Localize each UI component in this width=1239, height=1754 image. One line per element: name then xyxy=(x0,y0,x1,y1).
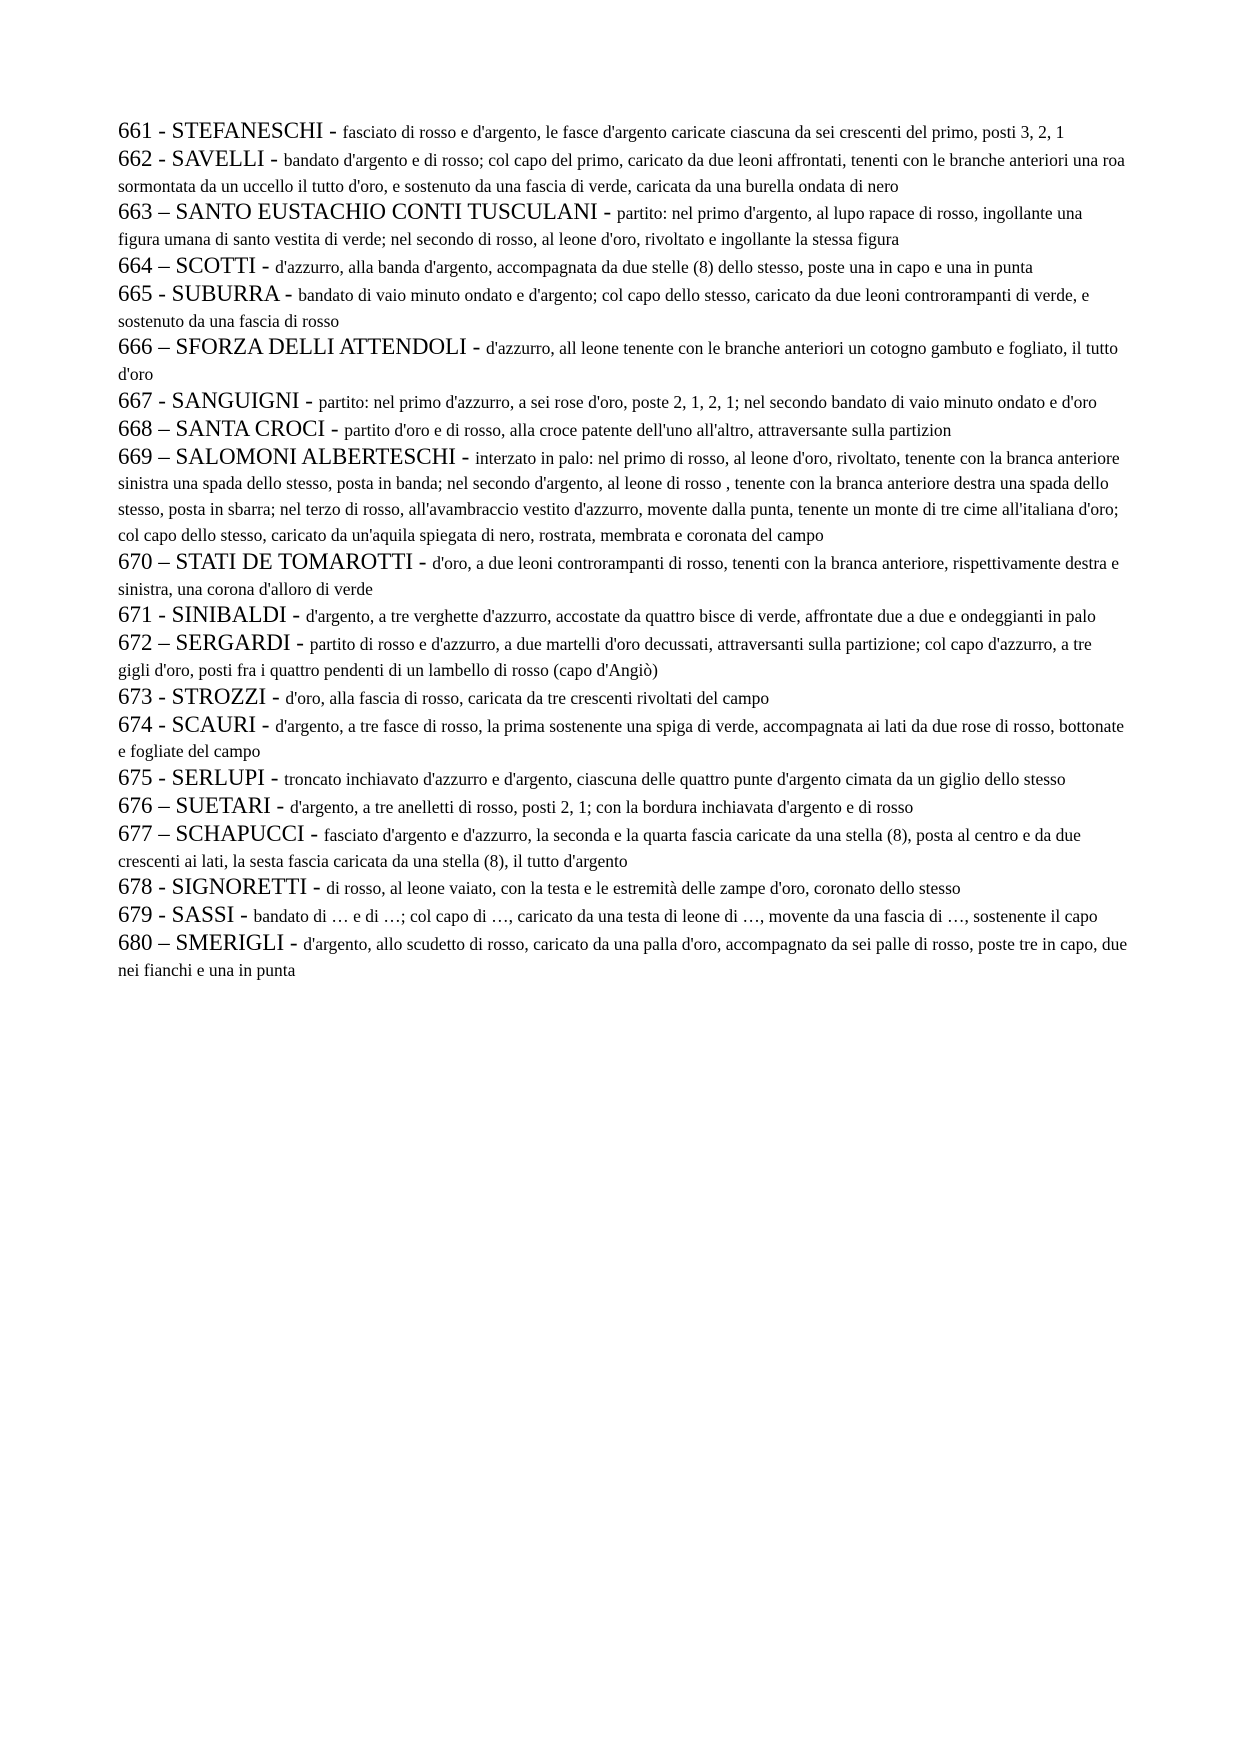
blazon-text: d'argento, a tre verghette d'azzurro, accostate da quattro bisce di verde, affrontate due a due e ondeggianti in palo xyxy=(305,606,1096,627)
blazon-text: bandato d'argento e di rosso; col capo del primo, caricato da due leoni affrontati, tenenti con le branche anteriori una roa sormontata da un uccello il tutto d'oro, e sostenuto da una fascia di verde, caricata da una burella ondata di nero xyxy=(118,149,1125,196)
list-item: 669 – SALOMONI ALBERTESCHI - interzato in palo: nel primo di rosso, al leone d'oro, rivoltato, tenente con la branca anteriore sinistra una spada dello stesso, posta in banda; nel secondo d'argento, al leone di rosso , tenente con la branca anteriore destra una spada dello stesso, posta in sbarra; nel terzo di rosso, all'avambraccio vestito d'azzurro, movente dalla punta, tenente un monte di tre cime all'italiana d'oro; col capo dello stesso, caricato da un'aquila spiegata di nero, rostrata, membrata e coronata del campo xyxy=(118,443,1120,545)
entry-separator: – xyxy=(152,199,176,225)
list-item: 673 - STROZZI - d'oro, alla fascia di rosso, caricata da tre crescenti rivoltati del campo xyxy=(118,683,770,709)
blazon-text: d'argento, a tre anelletti di rosso, posti 2, 1; con la bordura inchiavata d'argento e di rosso xyxy=(289,796,914,817)
blazon-text: bandato di vaio minuto ondato e d'argento; col capo dello stesso, caricato da due leoni controrampanti di verde, e sostenuto da una fascia di rosso xyxy=(118,284,1090,331)
entry-separator: – xyxy=(152,929,176,955)
family-name: SUBURRA xyxy=(171,280,280,306)
entry-separator: – xyxy=(152,548,176,574)
blazon-text: partito: nel primo d'argento, al lupo rapace di rosso, ingollante una figura umana di santo vestita di verde; nel secondo di rosso, al leone d'oro, rivoltato e ingollante la stessa figura xyxy=(118,203,1083,250)
blazon-text: partito: nel primo d'azzurro, a sei rose d'oro, poste 2, 1, 2, 1; nel secondo bandato di vaio minuto ondato e d'oro xyxy=(318,391,1097,412)
entry-number: 674 xyxy=(118,711,153,737)
family-name: SCOTTI xyxy=(175,252,256,278)
entry-separator: - xyxy=(152,145,172,171)
blazon-text: fasciato di rosso e d'argento, le fasce d'argento caricate ciascuna da sei crescenti del primo, posti 3, 2, 1 xyxy=(342,122,1065,142)
list-item: 678 - SIGNORETTI - di rosso, al leone vaiato, con la testa e le estremità delle zampe d'oro, coronato dello stesso xyxy=(118,874,961,900)
entry-separator: - xyxy=(152,683,172,709)
entry-separator: – xyxy=(152,792,176,818)
family-name: SERLUPI xyxy=(171,765,265,791)
entry-separator: – xyxy=(152,334,176,360)
entry-number: 669 xyxy=(118,443,153,469)
family-name: SALOMONI ALBERTESCHI xyxy=(175,443,456,469)
entry-number: 676 xyxy=(118,792,153,818)
list-item: 679 - SASSI - bandato di … e di …; col capo di …, caricato da una testa di leone di …, movente da una fascia di …, sostenente il capo xyxy=(118,902,1098,928)
family-name: SINIBALDI xyxy=(171,602,287,628)
entry-number: 666 xyxy=(118,334,153,360)
entry-number: 672 xyxy=(118,630,153,656)
list-item: 668 – SANTA CROCI - partito d'oro e di rosso, alla croce patente dell'uno all'altro, attraversante sulla partizion xyxy=(118,415,952,441)
family-name: SCHAPUCCI xyxy=(175,820,305,846)
blazon-text: d'oro, alla fascia di rosso, caricata da tre crescenti rivoltati del campo xyxy=(285,687,770,708)
entry-number: 675 xyxy=(118,765,153,791)
blazon-text: di rosso, al leone vaiato, con la testa e le estremità delle zampe d'oro, coronato dello stesso xyxy=(326,878,961,899)
entry-separator: - xyxy=(152,280,172,306)
entry-separator: – xyxy=(152,252,176,278)
entry-number: 673 xyxy=(118,683,153,709)
entry-number: 662 xyxy=(118,145,153,171)
list-item: 665 - SUBURRA - bandato di vaio minuto ondato e d'argento; col capo dello stesso, caricato da due leoni controrampanti di verde, e sostenuto da una fascia di rosso xyxy=(118,280,1090,331)
list-item: 662 - SAVELLI - bandato d'argento e di rosso; col capo del primo, caricato da due leoni affrontati, tenenti con le branche anteriori una roa sormontata da un uccello il tutto d'oro, e sostenuto da una fascia di verde, caricata da una burella ondata di nero xyxy=(118,145,1125,196)
list-item: 663 – SANTO EUSTACHIO CONTI TUSCULANI - partito: nel primo d'argento, al lupo rapace di rosso, ingollante una figura umana di santo vestita di verde; nel secondo di rosso, al leone d'oro, rivoltato e ingollante la stessa figura xyxy=(118,199,1083,250)
family-name: SUETARI xyxy=(175,792,271,818)
list-item: 674 - SCAURI - d'argento, a tre fasce di rosso, la prima sostenente una spiga di verde, accompagnata ai lati da due rose di rosso, bottonate e fogliate del campo xyxy=(118,711,1125,762)
list-item: 671 - SINIBALDI - d'argento, a tre verghette d'azzurro, accostate da quattro bisce di verde, affrontate due a due e ondeggianti in palo xyxy=(118,602,1096,628)
entry-number: 679 xyxy=(118,902,153,928)
entry-number: 671 xyxy=(118,602,153,628)
family-name: SASSI xyxy=(171,902,235,928)
blazon-text: partito d'oro e di rosso, alla croce patente dell'uno all'altro, attraversante sulla partizion xyxy=(344,419,952,440)
list-item: 661 - STEFANESCHI - fasciato di rosso e d'argento, le fasce d'argento caricate ciascuna da sei crescenti del primo, posti 3, 2, 1 xyxy=(118,118,1065,143)
entry-separator: - xyxy=(152,902,172,928)
blazon-text: d'azzurro, all leone tenente con le branche anteriori un cotogno gambuto e fogliato, il tutto d'oro xyxy=(118,338,1118,385)
family-name: SCAURI xyxy=(171,711,257,737)
blazon-text: d'azzurro, alla banda d'argento, accompagnata da due stelle (8) dello stesso, poste una in capo e una in punta xyxy=(275,256,1033,277)
family-name: SFORZA DELLI ATTENDOLI xyxy=(175,334,467,360)
family-name: SANTO EUSTACHIO CONTI TUSCULANI xyxy=(175,199,598,225)
blazon-text: d'oro, a due leoni controrampanti di rosso, tenenti con la branca anteriore, rispettivamente destra e sinistra, una corona d'alloro di verde xyxy=(118,552,1120,599)
blazon-text: d'argento, allo scudetto di rosso, caricato da una palla d'oro, accompagnato da sei palle di rosso, poste tre in capo, due nei fianchi e una in punta xyxy=(118,933,1128,980)
blazon-text: fasciato d'argento e d'azzurro, la seconda e la quarta fascia caricate da una stella (8), posta al centro e da due crescenti ai lati, la sesta fascia caricata da una stella (8), il tutto d'argento xyxy=(118,824,1081,871)
family-name: SMERIGLI xyxy=(175,929,285,955)
list-item: 667 - SANGUIGNI - partito: nel primo d'azzurro, a sei rose d'oro, poste 2, 1, 2, 1; nel secondo bandato di vaio minuto ondato e d'oro xyxy=(118,387,1097,413)
entry-number: 670 xyxy=(118,548,153,574)
list-item: 672 – SERGARDI - partito di rosso e d'azzurro, a due martelli d'oro decussati, attraversanti sulla partizione; col capo d'azzurro, a tre gigli d'oro, posti fra i quattro pendenti di un lambello di rosso (capo d'Angiò) xyxy=(118,630,1092,680)
entry-number: 667 xyxy=(118,387,153,413)
family-name: SERGARDI xyxy=(175,630,291,656)
entry-number: 678 xyxy=(118,874,153,900)
list-item: 680 – SMERIGLI - d'argento, allo scudetto di rosso, caricato da una palla d'oro, accompagnato da sei palle di rosso, poste tre in capo, due nei fianchi e una in punta xyxy=(118,929,1128,980)
family-name: STEFANESCHI xyxy=(171,118,324,143)
entry-number: 680 xyxy=(118,929,153,955)
entry-separator: - xyxy=(152,602,172,628)
entry-number: 677 xyxy=(118,820,153,846)
entry-separator: - xyxy=(152,711,172,737)
blazon-text: troncato inchiavato d'azzurro e d'argento, ciascuna delle quattro punte d'argento cimata da un giglio dello stesso xyxy=(284,769,1066,790)
blazon-text: bandato di … e di …; col capo di …, caricato da una testa di leone di …, movente da una fascia di …, sostenente il capo xyxy=(253,906,1098,927)
family-name: SANGUIGNI xyxy=(171,387,300,413)
entry-number: 665 xyxy=(118,280,153,306)
entry-separator: - xyxy=(152,874,172,900)
blazon-text: interzato in palo: nel primo di rosso, al leone d'oro, rivoltato, tenente con la branca anteriore sinistra una spada dello stesso, posta in banda; nel secondo d'argento, al leone di rosso , tenente con la branca anteriore destra una spada dello stesso, posta in sbarra; nel terzo di rosso, all'avambraccio vestito d'azzurro, movente dalla punta, tenente un monte di tre cime all'italiana d'oro; col capo dello stesso, caricato da un'aquila spiegata di nero, rostrata, membrata e coronata del campo xyxy=(118,447,1120,545)
entry-number: 668 xyxy=(118,415,153,441)
entry-number: 661 xyxy=(118,118,153,143)
blazon-text: partito di rosso e d'azzurro, a due martelli d'oro decussati, attraversanti sulla partizione; col capo d'azzurro, a tre gigli d'oro, posti fra i quattro pendenti di un lambello di rosso (capo d'Angiò) xyxy=(118,634,1092,680)
family-name: SIGNORETTI xyxy=(171,874,308,900)
entry-separator: – xyxy=(152,820,176,846)
entry-separator: – xyxy=(152,630,176,656)
family-name: STATI DE TOMAROTTI xyxy=(175,548,414,574)
list-item: 664 – SCOTTI - d'azzurro, alla banda d'argento, accompagnata da due stelle (8) dello stesso, poste una in capo e una in punta xyxy=(118,252,1033,278)
entries-list xyxy=(118,118,1128,984)
list-item: 677 – SCHAPUCCI - fasciato d'argento e d'azzurro, la seconda e la quarta fascia caricate da una stella (8), posta al centro e da due crescenti ai lati, la sesta fascia caricata da una stella (8), il tutto d'argento xyxy=(118,820,1081,871)
entry-number: 664 xyxy=(118,252,153,278)
list-item: 676 – SUETARI - d'argento, a tre anelletti di rosso, posti 2, 1; con la bordura inchiavata d'argento e di rosso xyxy=(118,792,914,818)
list-item: 675 - SERLUPI - troncato inchiavato d'azzurro e d'argento, ciascuna delle quattro punte d'argento cimata da un giglio dello stesso xyxy=(118,765,1066,791)
entry-separator: - xyxy=(152,387,172,413)
family-name: SANTA CROCI xyxy=(175,415,326,441)
blazon-text: d'argento, a tre fasce di rosso, la prima sostenente una spiga di verde, accompagnata ai lati da due rose di rosso, bottonate e fogliate del campo xyxy=(118,715,1125,762)
list-item: 666 – SFORZA DELLI ATTENDOLI - d'azzurro, all leone tenente con le branche anteriori un cotogno gambuto e fogliato, il tutto d'oro xyxy=(118,334,1118,385)
entry-separator: – xyxy=(152,443,176,469)
entry-separator: – xyxy=(152,415,176,441)
list-item: 670 – STATI DE TOMAROTTI - d'oro, a due leoni controrampanti di rosso, tenenti con la branca anteriore, rispettivamente destra e sinistra, una corona d'alloro di verde xyxy=(118,548,1120,599)
entry-separator: - xyxy=(152,765,172,791)
entry-number: 663 xyxy=(118,199,153,225)
family-name: SAVELLI xyxy=(171,145,265,171)
family-name: STROZZI xyxy=(171,683,267,709)
entry-separator: - xyxy=(152,118,172,143)
